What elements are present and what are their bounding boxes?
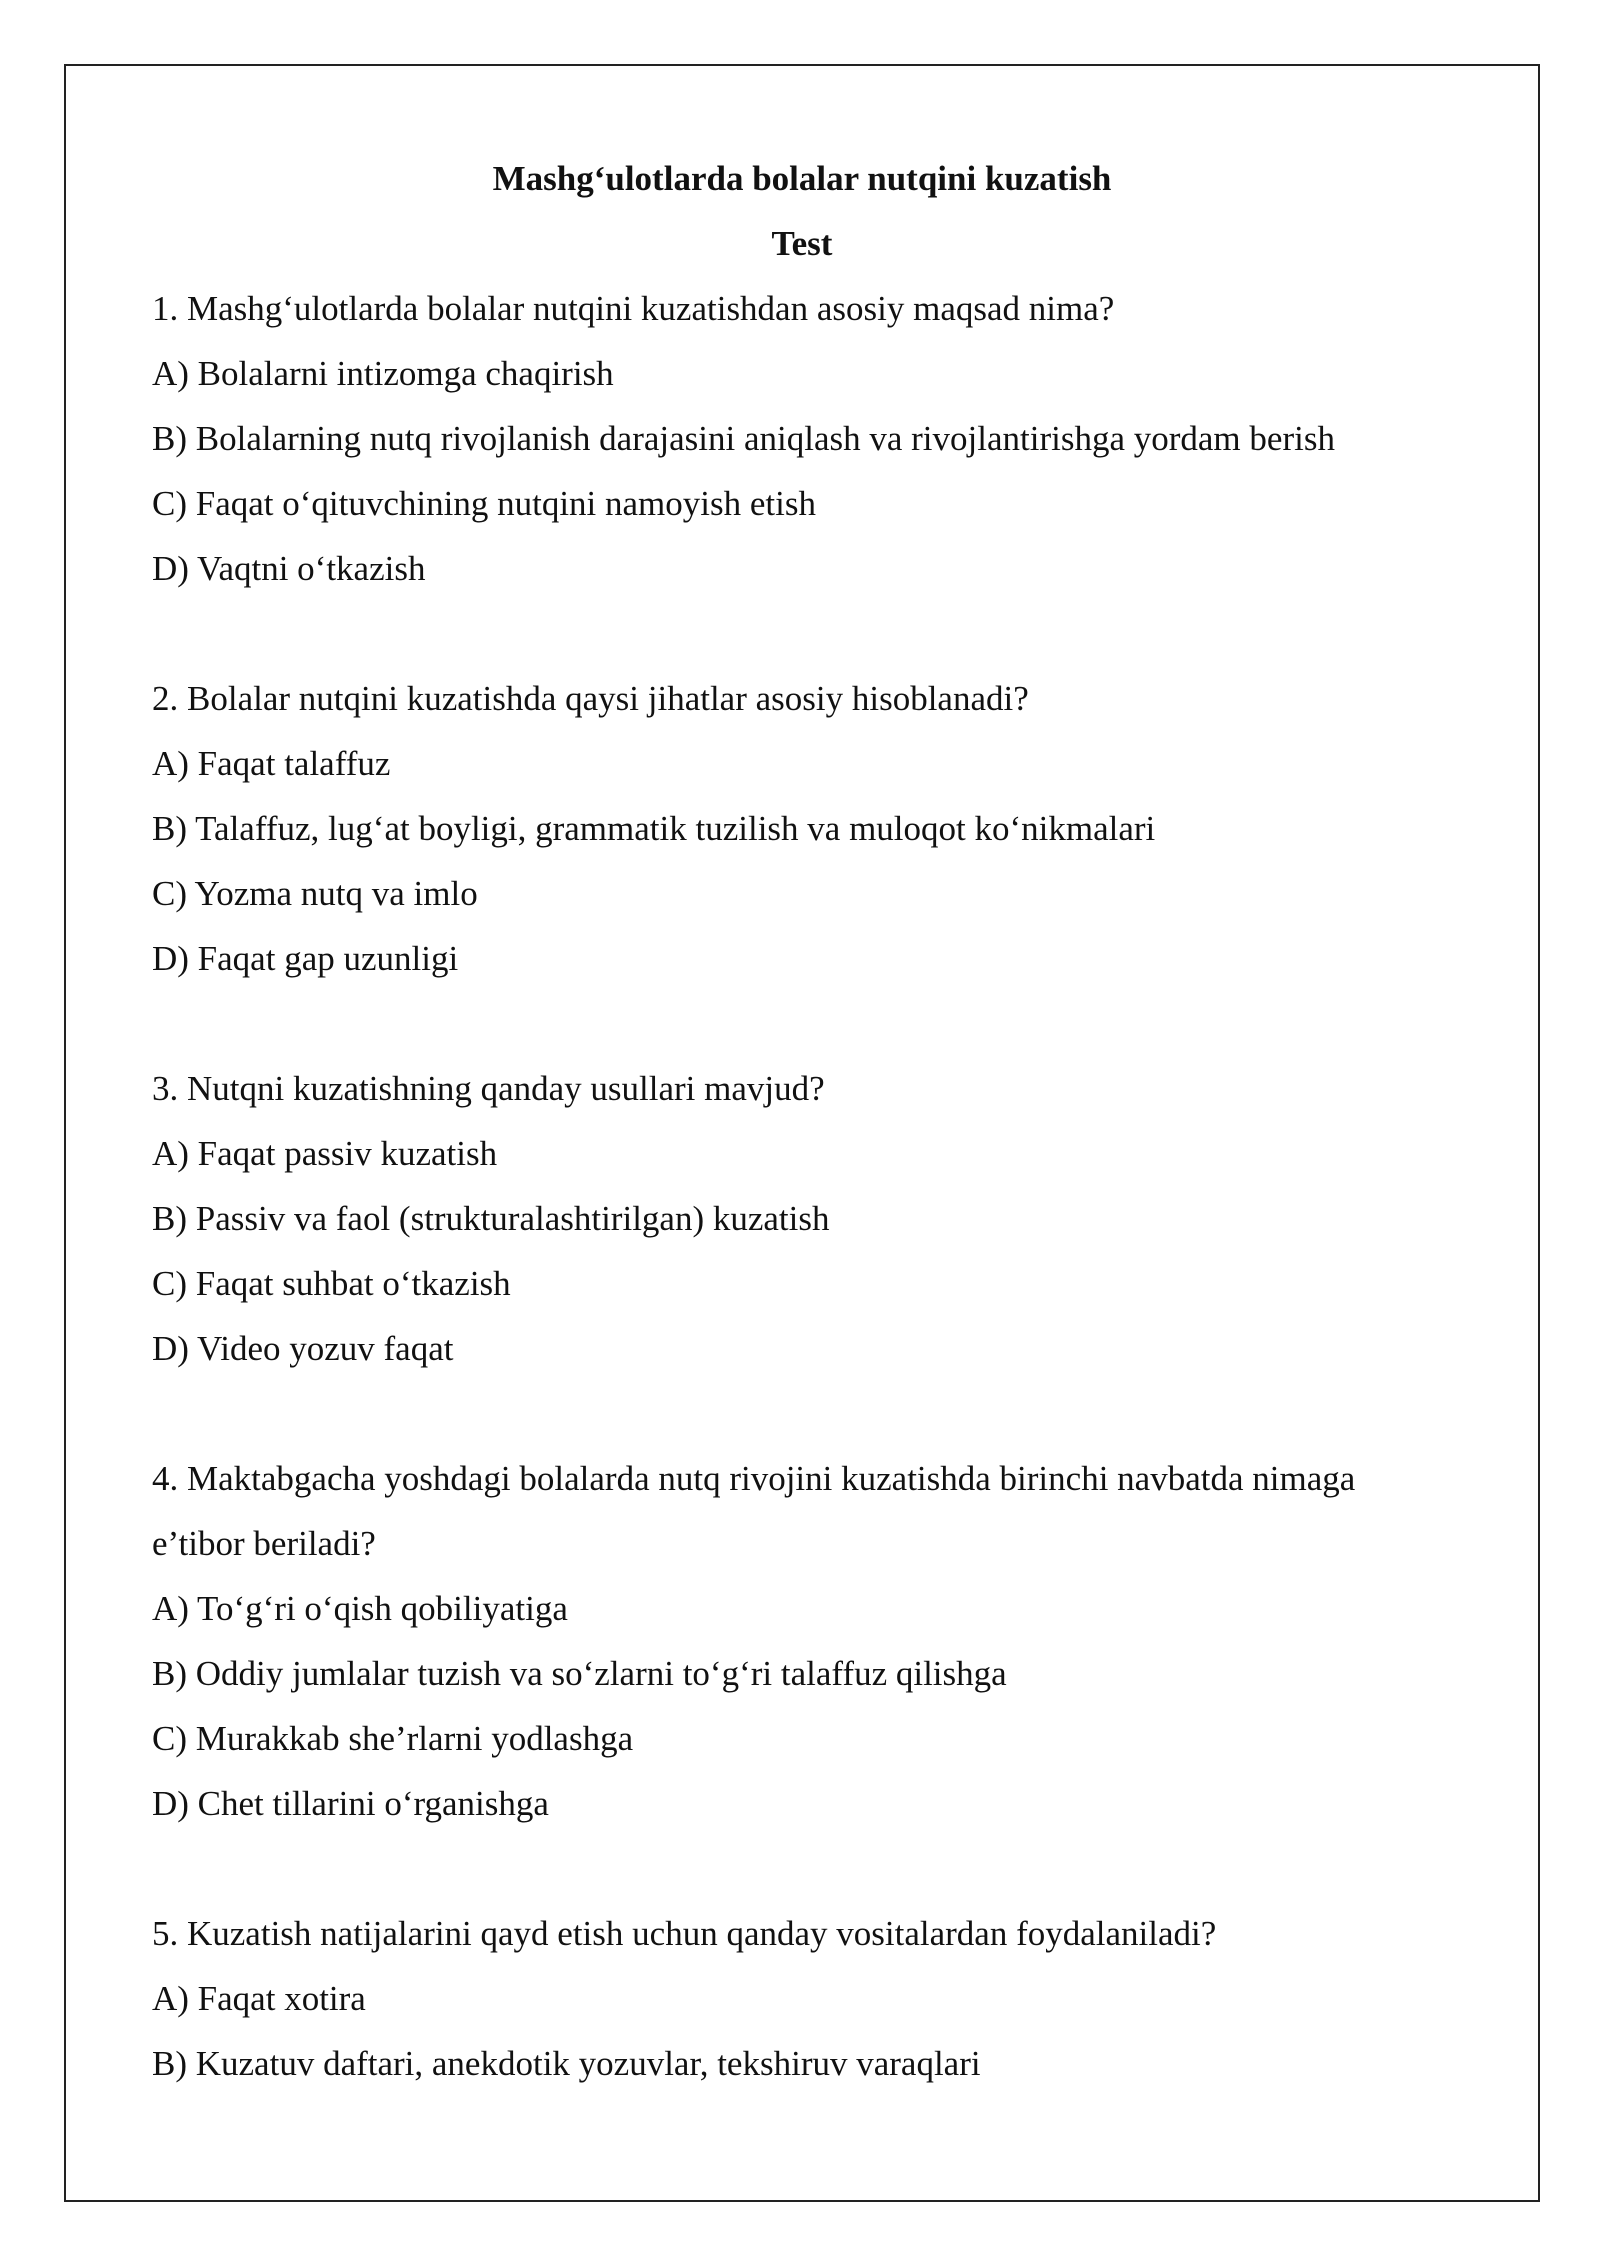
question-block-4 <box>152 1446 1452 1836</box>
answer-option-a: A) Faqat xotira <box>152 1979 366 2018</box>
question-block-1 <box>152 276 1452 601</box>
question-text: 2. Bolalar nutqini kuzatishda qaysi jihatlar asosiy hisoblanadi? <box>152 679 1029 718</box>
paragraph-gap <box>152 1381 1452 1446</box>
question-text-continuation: e’tibor beriladi? <box>152 1524 376 1563</box>
answer-option-a: A) To‘g‘ri o‘qish qobiliyatiga <box>152 1589 568 1628</box>
answer-option-b: B) Talaffuz, lug‘at boyligi, grammatik tuzilish va muloqot ko‘nikmalari <box>152 809 1156 848</box>
question-block-2 <box>152 666 1452 991</box>
answer-option-c: C) Faqat o‘qituvchining nutqini namoyish etish <box>152 484 816 523</box>
question-block-3 <box>152 1056 1452 1381</box>
answer-option-c: C) Yozma nutq va imlo <box>152 874 478 913</box>
answer-option-b: B) Kuzatuv daftari, anekdotik yozuvlar, tekshiruv varaqlari <box>152 2044 981 2083</box>
document-title: Mashg‘ulotlarda bolalar nutqini kuzatish <box>492 159 1112 198</box>
document-subtitle: Test <box>771 224 833 263</box>
question-text: 3. Nutqni kuzatishning qanday usullari mavjud? <box>152 1069 825 1108</box>
answer-option-b: B) Passiv va faol (strukturalashtirilgan) kuzatish <box>152 1199 830 1238</box>
paragraph-gap <box>152 991 1452 1056</box>
question-text: 4. Maktabgacha yoshdagi bolalarda nutq rivojini kuzatishda birinchi navbatda nimaga <box>152 1459 1356 1498</box>
answer-option-c: C) Murakkab she’rlarni yodlashga <box>152 1719 634 1758</box>
document-body <box>152 146 1452 2096</box>
answer-option-d: D) Faqat gap uzunligi <box>152 939 459 978</box>
answer-option-d: D) Vaqtni o‘tkazish <box>152 549 426 588</box>
answer-option-b: B) Oddiy jumlalar tuzish va so‘zlarni to‘g‘ri talaffuz qilishga <box>152 1654 1007 1693</box>
paragraph-gap <box>152 1836 1452 1901</box>
question-block-5 <box>152 1901 1452 2096</box>
answer-option-d: D) Video yozuv faqat <box>152 1329 454 1368</box>
question-text: 5. Kuzatish natijalarini qayd etish uchun qanday vositalardan foydalaniladi? <box>152 1914 1217 1953</box>
answer-option-a: A) Faqat passiv kuzatish <box>152 1134 498 1173</box>
answer-option-b: B) Bolalarning nutq rivojlanish darajasini aniqlash va rivojlantirishga yordam berish <box>152 419 1335 458</box>
answer-option-c: C) Faqat suhbat o‘tkazish <box>152 1264 511 1303</box>
answer-option-a: A) Bolalarni intizomga chaqirish <box>152 354 614 393</box>
answer-option-d: D) Chet tillarini o‘rganishga <box>152 1784 549 1823</box>
paragraph-gap <box>152 601 1452 666</box>
answer-option-a: A) Faqat talaffuz <box>152 744 391 783</box>
question-text: 1. Mashg‘ulotlarda bolalar nutqini kuzatishdan asosiy maqsad nima? <box>152 289 1115 328</box>
